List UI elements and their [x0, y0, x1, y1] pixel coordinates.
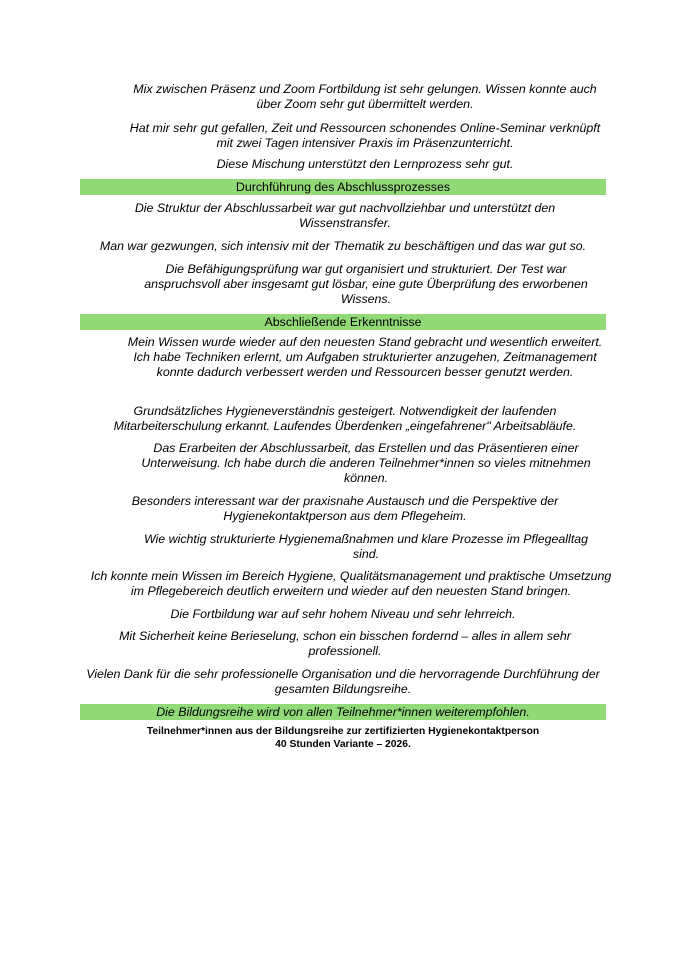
footer-line-2: 40 Stunden Variante – 2026.	[275, 739, 411, 750]
section-heading-exam: Durchführung des Abschlussprozesses	[80, 179, 606, 195]
section-heading-insights: Abschließende Erkenntnisse	[80, 314, 606, 330]
quote-intro-3: Diese Mischung unterstützt den Lernprozess sehr gut.	[216, 157, 514, 171]
quote-intro-2: Hat mir sehr gut gefallen, Zeit und Ressourcen schonendes Online-Seminar verknüpft mit zwei Tagen intensiver Praxis im Präsenzunterricht.	[129, 121, 601, 151]
quote-exam-3: Die Befähigungsprüfung war gut organisiert und strukturiert. Der Test war anspruchsvoll aber insgesamt gut lösbar, eine gute Überprüfung des erworbenen Wissens.	[144, 262, 588, 307]
quote-exam-1: Die Struktur der Abschlussarbeit war gut nachvollziehbar und unterstützt den Wissenstransfer.	[134, 201, 556, 231]
quote-insights-5: Wie wichtig strukturierte Hygienemaßnahmen und klare Prozesse im Pflegealltag sind.	[143, 532, 589, 562]
quote-insights-7: Die Fortbildung war auf sehr hohem Niveau und sehr lehrreich.	[170, 607, 516, 621]
quote-exam-2: Man war gezwungen, sich intensiv mit der Thematik zu beschäftigen und das war gut so.	[99, 239, 587, 253]
footer-line-1: Teilnehmer*innen aus der Bildungsreihe zur zertifizierten Hygienekontaktperson	[146, 726, 540, 737]
quote-insights-4: Besonders interessant war der praxisnahe Austausch und die Perspektive der Hygienekontaktperson aus dem Pflegeheim.	[131, 494, 559, 524]
quote-insights-6: Ich konnte mein Wissen im Bereich Hygiene, Qualitätsmanagement und praktische Umsetzung im Pflegebereich deutlich erweitern und wieder auf den neuesten Stand bringen.	[90, 569, 612, 599]
quote-intro-1: Mix zwischen Präsenz und Zoom Fortbildung ist sehr gelungen. Wissen konnte auch über Zoom sehr gut übermittelt werden.	[133, 82, 597, 112]
quote-insights-1: Mein Wissen wurde wieder auf den neuesten Stand gebracht und wesentlich erweitert. Ich habe Techniken erlernt, um Aufgaben strukturierter anzugehen, Zeitmanagement konnte dadurch verbessert werden und Ressourcen besser genutzt werden.	[127, 335, 603, 380]
quote-insights-9: Vielen Dank für die sehr professionelle Organisation und die hervorragende Durchführung der gesamten Bildungsreihe.	[86, 667, 600, 697]
quote-insights-8: Mit Sicherheit keine Berieselung, schon ein bisschen fordernd – alles in allem sehr professionell.	[119, 629, 571, 659]
recommendation-banner: Die Bildungsreihe wird von allen Teilnehmer*innen weiterempfohlen.	[80, 704, 606, 720]
quote-insights-2: Grundsätzliches Hygieneverständnis gesteigert. Notwendigkeit der laufenden Mitarbeiterschulung erkannt. Laufendes Überdenken „eingefahrener" Arbeitsabläufe.	[113, 404, 577, 434]
quote-insights-3: Das Erarbeiten der Abschlussarbeit, das Erstellen und das Präsentieren einer Unterweisung. Ich habe durch die anderen Teilnehmer*innen so vieles mitnehmen können.	[141, 441, 591, 486]
